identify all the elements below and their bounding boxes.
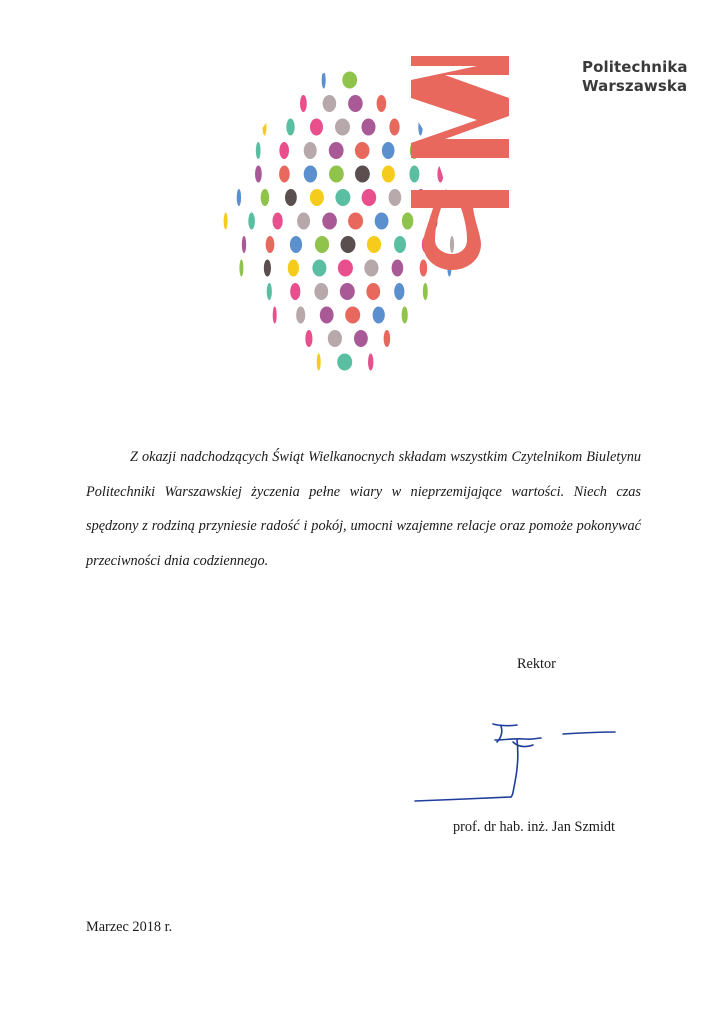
- egg-dot: [355, 166, 370, 183]
- egg-dot: [248, 213, 255, 230]
- egg-dot: [286, 119, 294, 136]
- egg-dot: [355, 142, 370, 159]
- egg-dot: [255, 166, 262, 183]
- greeting-paragraph: Z okazji nadchodzących Świąt Wielkanocnych składam wszystkim Czytelnikom Biuletynu Politechniki Warszawskiej życzenia pełne wiary w nieprzemijające wartości. Niech czas spędzony z rodziną przyniesie radość i pokój, umocni wzajemne relacje oraz pomoże pokonywać przeciwności dnia codziennego.: [86, 449, 641, 569]
- egg-dot: [310, 189, 324, 206]
- egg-dot: [338, 260, 353, 277]
- egg-dot: [364, 260, 378, 277]
- egg-dot: [320, 307, 334, 324]
- university-logo: [582, 58, 688, 96]
- egg-dot: [402, 213, 413, 230]
- egg-dot: [458, 213, 462, 230]
- egg-dot: [300, 95, 307, 112]
- egg-dot: [342, 72, 357, 89]
- egg-dot: [366, 283, 380, 300]
- egg-dot: [296, 307, 305, 324]
- egg-dot: [239, 260, 243, 277]
- egg-dot: [290, 236, 302, 253]
- egg-dot: [437, 166, 443, 183]
- egg-dot: [256, 142, 261, 159]
- egg-dot: [322, 72, 326, 89]
- egg-dot: [345, 307, 360, 324]
- egg-dot: [305, 330, 312, 347]
- egg-dot: [340, 283, 355, 300]
- logo-line-1: Politechnika: [582, 58, 688, 76]
- egg-dot: [288, 260, 299, 277]
- egg-dot: [267, 283, 272, 300]
- egg-dot: [348, 95, 363, 112]
- egg-dot: [297, 213, 310, 230]
- egg-dot: [312, 260, 326, 277]
- egg-dot: [394, 236, 406, 253]
- egg-dot: [263, 119, 267, 136]
- letter-date: Marzec 2018 r.: [86, 919, 173, 935]
- egg-dot: [304, 166, 317, 183]
- egg-dot: [373, 307, 385, 324]
- egg-dot: [230, 166, 234, 183]
- egg-dot: [382, 142, 395, 159]
- egg-dot: [402, 307, 408, 324]
- egg-dot: [329, 166, 344, 183]
- egg-dot: [264, 260, 271, 277]
- egg-dot: [389, 189, 402, 206]
- egg-dot: [335, 119, 350, 136]
- egg-dot: [310, 119, 323, 136]
- egg-dot: [279, 166, 290, 183]
- egg-dot: [224, 213, 228, 230]
- egg-dot: [418, 119, 422, 136]
- egg-dot: [315, 236, 329, 253]
- egg-dot: [335, 189, 350, 206]
- egg-dot: [423, 283, 428, 300]
- logo-line-2: Warszawska: [582, 77, 688, 95]
- egg-dot: [328, 330, 342, 347]
- egg-dot: [382, 166, 395, 183]
- egg-dot: [375, 213, 389, 230]
- egg-dot: [362, 189, 377, 206]
- egg-dot: [409, 166, 419, 183]
- egg-dot: [279, 142, 289, 159]
- egg-dot: [450, 236, 454, 253]
- egg-dot: [273, 307, 277, 324]
- signer-name: prof. dr hab. inż. Jan Szmidt: [453, 819, 615, 835]
- egg-dot: [337, 354, 352, 371]
- egg-dot: [273, 213, 283, 230]
- egg-dot: [389, 119, 399, 136]
- egg-dot: [323, 95, 337, 112]
- egg-dot: [290, 283, 300, 300]
- egg-dot: [384, 330, 391, 347]
- egg-dot: [368, 354, 373, 371]
- egg-dot: [362, 119, 376, 136]
- egg-dot: [266, 236, 275, 253]
- egg-dot: [329, 142, 344, 159]
- egg-dot: [317, 354, 321, 371]
- egg-dot: [341, 236, 356, 253]
- egg-dot: [242, 236, 246, 253]
- egg-dot: [377, 95, 387, 112]
- egg-dot: [237, 189, 241, 206]
- egg-dot: [261, 189, 270, 206]
- egg-dot: [420, 260, 428, 277]
- egg-dot: [367, 236, 381, 253]
- egg-dot: [314, 283, 328, 300]
- egg-dot: [354, 330, 368, 347]
- egg-dot: [348, 213, 363, 230]
- egg-dot: [394, 283, 404, 300]
- egg-dot: [285, 189, 297, 206]
- egg-dot: [304, 142, 317, 159]
- pw-monogram-icon: [411, 56, 509, 270]
- signer-title: Rektor: [517, 656, 556, 672]
- egg-dot: [392, 260, 404, 277]
- egg-dot: [322, 213, 337, 230]
- easter-egg-dots-icon: [215, 50, 520, 395]
- handwritten-signature: [405, 712, 630, 812]
